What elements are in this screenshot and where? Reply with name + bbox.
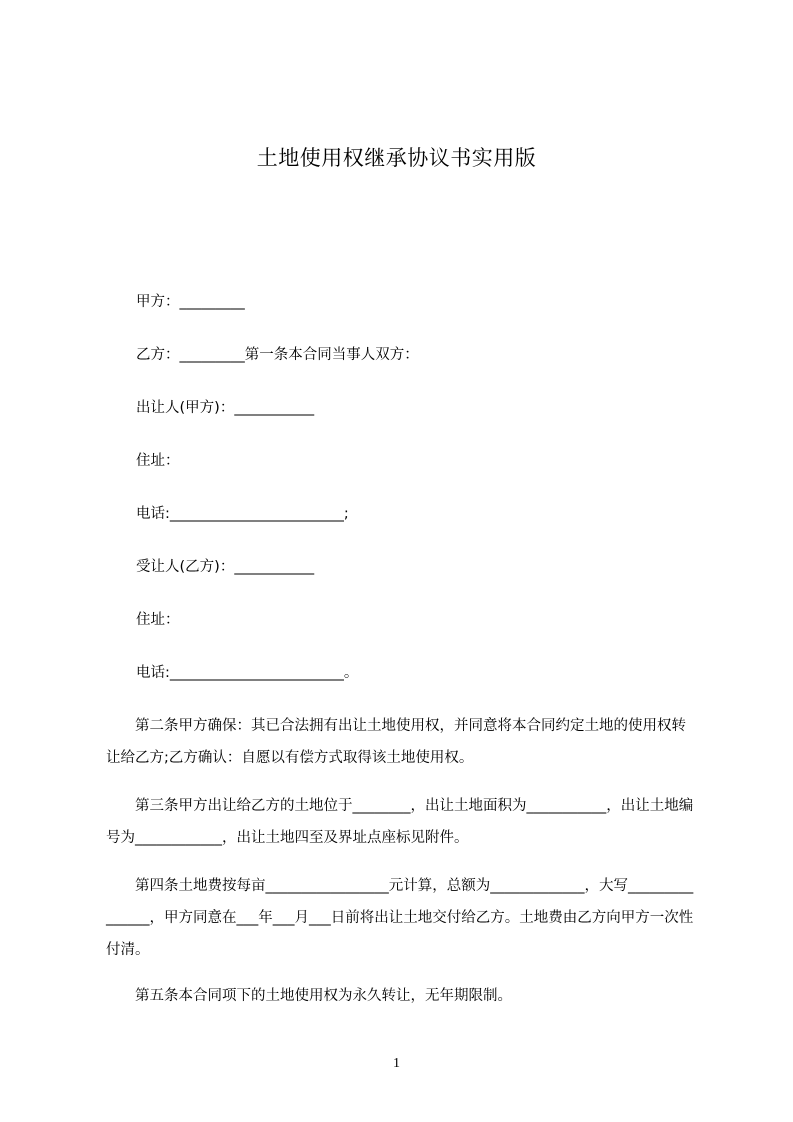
transferor-phone-line: 电话:________________________; [136, 506, 349, 522]
transferor-address-line: 住址： [136, 453, 180, 469]
transferee-line: 受让人(乙方)：___________ [136, 559, 315, 575]
transferee-address-line: 住址： [136, 612, 180, 628]
article-5-paragraph: 第五条本合同项下的土地使用权为永久转让，无年期限制。 [135, 988, 512, 1004]
transferor-line: 出让人(甲方)：___________ [136, 400, 315, 416]
article-3-paragraph: 第三条甲方出让给乙方的土地位于________，出让土地面积为___________，出让土地编号为____________，出让土地四至及界址点座标见附件。 [106, 798, 694, 846]
party-b-line: 乙方：_________第一条本合同当事人双方： [136, 347, 419, 363]
article-2-paragraph: 第二条甲方确保：其已合法拥有出让土地使用权，并同意将本合同约定土地的使用权转让给乙方;乙方确认：自愿以有偿方式取得该土地使用权。 [106, 718, 686, 766]
transferee-phone-line: 电话:________________________。 [136, 665, 359, 681]
article-4-paragraph: 第四条土地费按每亩_________________元计算，总额为_____________，大写_______________，甲方同意在___年___月___日前将出让土地交付给乙方。土地费由乙方向甲方一次性付清。 [106, 878, 694, 958]
page-number: 1 [393, 1056, 400, 1071]
party-a-line: 甲方：_________ [136, 294, 245, 310]
document-title: 土地使用权继承协议书实用版 [256, 146, 537, 170]
